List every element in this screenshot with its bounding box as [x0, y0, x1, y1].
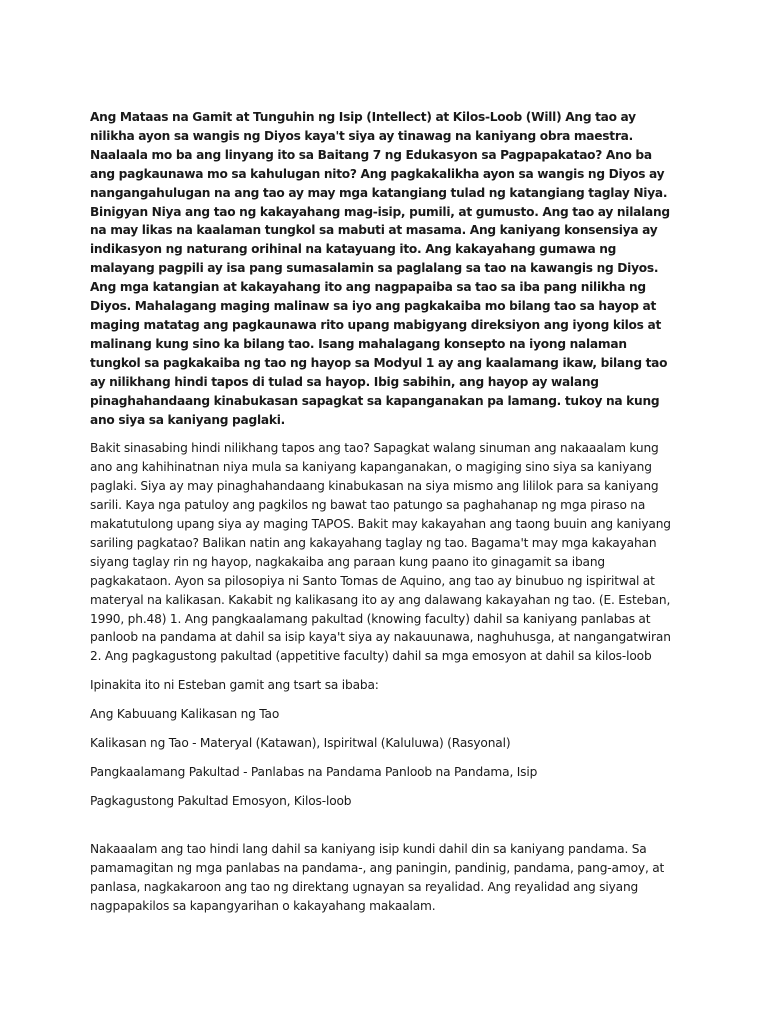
chart-intro-line: Ipinakita ito ni Esteban gamit ang tsart sa ibaba: — [90, 678, 379, 693]
intro-paragraph: Ang Mataas na Gamit at Tunguhin ng Isip (Intellect) at Kilos-Loob (Will) Ang tao ay nilikha ayon sa wangis ng Diyos kaya't siya ay tinawag na kaniyang obra maestra. Naalaala mo ba ang linyang ito sa Baitang 7 ng Edukasyon sa Pagpapakatao? Ano ba ang pagkaunawa mo sa kahulugan nito? Ang pagkakalikha ayon sa wangis ng Diyos ay nangangahulugan na ang tao ay may mga katangiang tulad ng katangiang taglay Niya. Binigyan Niya ang tao ng kakayahang mag-isip, pumili, at gumusto. Ang tao ay nilalang na may likas na kaalaman tungkol sa mabuti at masama. Ang kaniyang konsensiya ay indikasyon ng naturang orihinal na katayuang ito. Ang kakayahang gumawa ng malayang pagpili ay isa pang sumasalamin sa paglalang sa tao na kawangis ng Diyos. Ang mga katangian at kakayahang ito ang nagpapaiba sa tao sa iba pang nilikha ng Diyos. Mahalagang maging malinaw sa iyo ang pagkakaiba mo bilang tao sa hayop at maging matatag ang pagkaunawa rito upang mabigyang direksiyon ang iyong kilos at malinang kung sino ka bilang tao. Isang mahalagang konsepto na iyong nalaman tungkol sa pagkakaiba ng tao ng hayop sa Modyul 1 ay ang kaalamang ikaw, bilang tao ay nilikhang hindi tapos di tulad sa hayop. Ibig sabihin, ang hayop ay walang pinaghahandaang kinabukasan sapagkat sa kapanganakan pa lamang. tukoy na kung ano siya sa kaniyang paglaki. — [90, 110, 670, 427]
chart-line-knowing-faculty: Pangkaalamang Pakultad - Panlabas na Pandama Panloob na Pandama, Isip — [90, 765, 538, 779]
chart-line-title: Ang Kabuuang Kalikasan ng Tao — [90, 707, 280, 722]
paragraph-spacer — [90, 821, 680, 840]
chart-line-nature: Kalikasan ng Tao - Materyal (Katawan), Ispiritwal (Kaluluwa) (Rasyonal) — [90, 736, 511, 751]
closing-paragraph: Nakaaalam ang tao hindi lang dahil sa kaniyang isip kundi dahil din sa kaniyang pandama. Sa pamamagitan ng mga panlabas na pandama-, ang paningin, pandinig, pandama, pang-amoy, at panlasa, nagkakaroon ang tao ng direktang ugnayan sa reyalidad. Ang reyalidad ang siyang nagpapakilos sa kapangyarihan o kakayahang makaalam. — [90, 841, 665, 913]
document-body — [90, 108, 680, 925]
chart-line-appetitive-faculty: Pagkagustong Pakultad Emosyon, Kilos-loob — [90, 793, 352, 808]
body-paragraph: Bakit sinasabing hindi nilikhang tapos ang tao? Sapagkat walang sinuman ang nakaaalam kung ano ang kahihinatnan niya mula sa kaniyang kapanganakan, o magiging sino siya sa kaniyang paglaki. Siya ay may pinaghahandaang kinabukasan na siya mismo ang lililok para sa kaniyang sarili. Kaya nga patuloy ang pagkilos ng bawat tao patungo sa paghahanap ng mga piraso na makatutulong upang siya ay maging TAPOS. Bakit may kakayahan ang taong buuin ang kaniyang sariling pagkatao? Balikan natin ang kakayahang taglay ng tao. Bagama't may mga kakayahan siyang taglay rin ng hayop, nagkakaiba ang paraan kung paano ito ginagamit sa ibang pagkakataon. Ayon sa pilosopiya ni Santo Tomas de Aquino, ang tao ay binubuo ng ispiritwal at materyal na kalikasan. Kakabit ng kalikasang ito ay ang dalawang kakayahan ng tao. (E. Esteban, 1990, ph.48) 1. Ang pangkaalamang pakultad (knowing faculty) dahil sa kaniyang panlabas at panloob na pandama at dahil sa isip kaya't siya ay nakauunawa, naghuhusga, at nangangatwiran 2. Ang pagkagustong pakultad (appetitive faculty) dahil sa mga emosyon at dahil sa kilos-loob — [90, 441, 671, 664]
